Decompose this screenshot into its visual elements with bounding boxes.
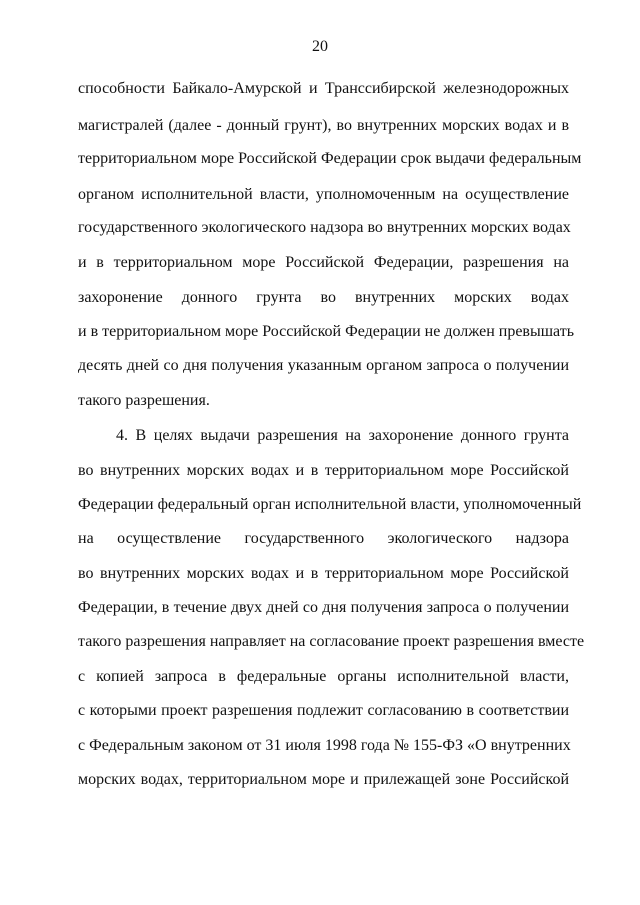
text-line: и в территориальном море Российской Федерации, разрешения на [78, 254, 569, 271]
text-line: органом исполнительной власти, уполномоченным на осуществление [78, 186, 569, 203]
paragraph-start-line: 4. В целях выдачи разрешения на захоронение донного грунта [116, 427, 569, 444]
text-line: на осуществление государственного экологического надзора [78, 530, 569, 547]
text-line: с копией запроса в федеральные органы исполнительной власти, [78, 668, 569, 685]
text-line: Федерации федеральный орган исполнительной власти, уполномоченный [78, 496, 582, 513]
text-line: с Федеральным законом от 31 июля 1998 года № 155-ФЗ «О внутренних [78, 737, 571, 754]
text-line: магистралей (далее - донный грунт), во внутренних морских водах и в [78, 117, 569, 134]
page-number: 20 [312, 38, 328, 55]
text-line: морских водах, территориальном море и прилежащей зоне Российской [78, 771, 569, 788]
text-line: десять дней со дня получения указанным органом запроса о получении [78, 357, 569, 374]
text-line: захоронение донного грунта во внутренних морских водах [78, 289, 569, 306]
text-line: такого разрешения направляет на согласование проект разрешения вместе [78, 633, 585, 650]
text-line: с которыми проект разрешения подлежит согласованию в соответствии [78, 702, 569, 719]
text-line: территориальном море Российской Федерации срок выдачи федеральным [78, 150, 582, 167]
text-line: Федерации, в течение двух дней со дня получения запроса о получении [78, 599, 569, 616]
text-line: такого разрешения. [78, 392, 210, 409]
text-line: государственного экологического надзора во внутренних морских водах [78, 219, 571, 236]
text-line: во внутренних морских водах и в территориальном море Российской [78, 565, 569, 582]
text-line: способности Байкало-Амурской и Транссибирской железнодорожных [78, 80, 569, 97]
text-line: во внутренних морских водах и в территориальном море Российской [78, 462, 569, 479]
text-line: и в территориальном море Российской Федерации не должен превышать [78, 323, 575, 340]
